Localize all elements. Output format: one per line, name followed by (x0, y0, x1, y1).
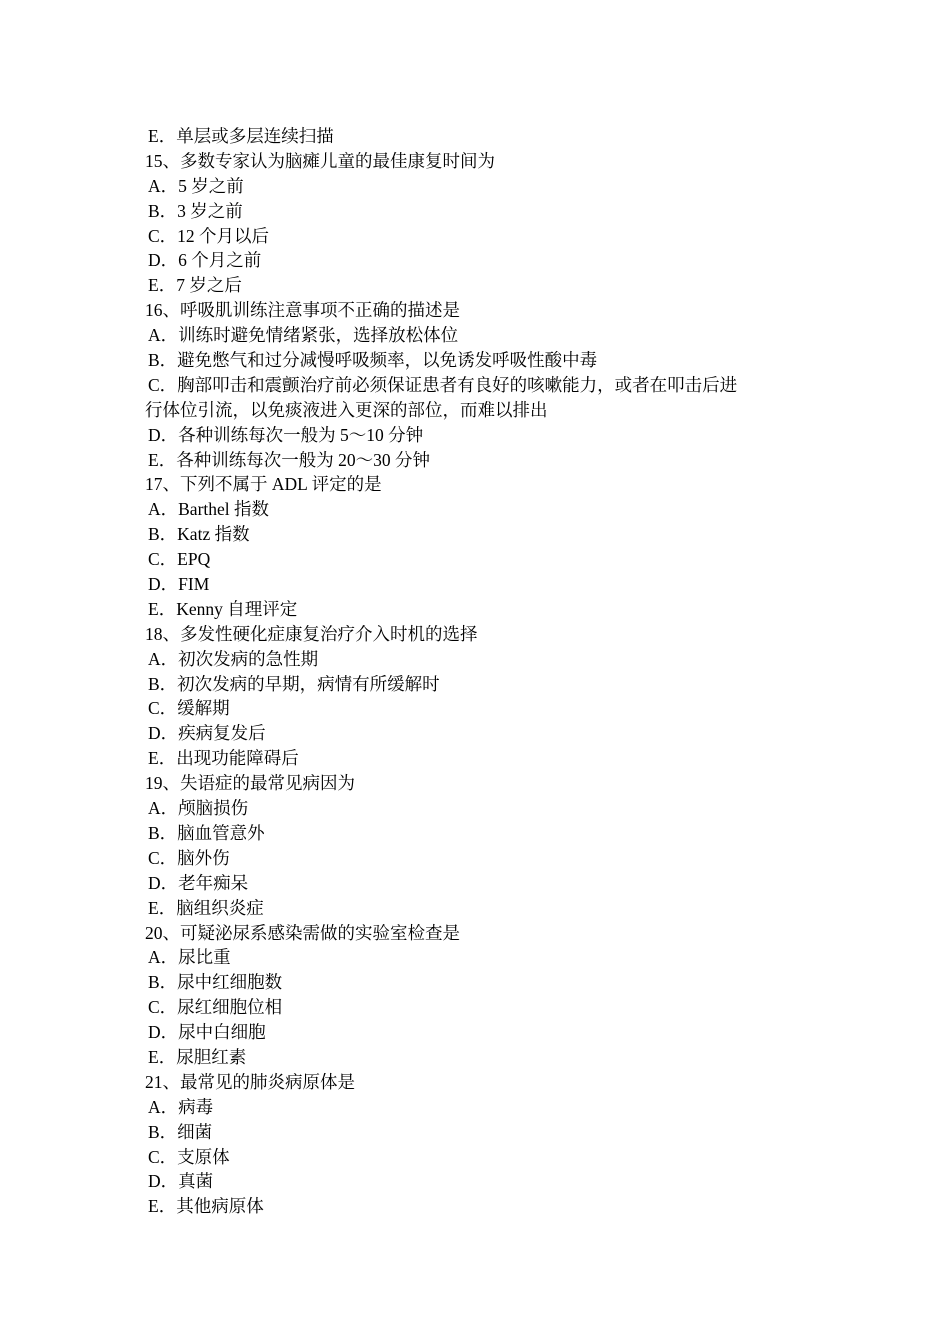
answer-option: D．真菌 (148, 1171, 214, 1192)
answer-option: C．缓解期 (148, 698, 230, 719)
answer-option: B．尿中红细胞数 (148, 972, 283, 993)
answer-option: D．FIM (148, 574, 210, 595)
question-stem: 16、呼吸肌训练注意事项不正确的描述是 (145, 300, 460, 321)
answer-option: A．颅脑损伤 (148, 798, 249, 819)
question-stem: 18、多发性硬化症康复治疗介入时机的选择 (145, 623, 478, 644)
answer-option: B．初次发病的早期，病情有所缓解时 (148, 673, 440, 694)
answer-option: A．病毒 (148, 1096, 214, 1117)
question-stem: 21、最常见的肺炎病原体是 (145, 1071, 355, 1092)
answer-option: E．各种训练每次一般为 20～30 分钟 (148, 449, 430, 470)
answer-option: A．Barthel 指数 (148, 499, 270, 520)
text-continuation: 行体位引流，以免痰液进入更深的部位，而难以排出 (145, 399, 548, 420)
answer-option: D．各种训练每次一般为 5～10 分钟 (148, 424, 424, 445)
question-stem: 19、失语症的最常见病因为 (145, 773, 355, 794)
answer-option: A．训练时避免情绪紧张，选择放松体位 (148, 325, 459, 346)
answer-option: B．3 岁之前 (148, 200, 243, 221)
answer-option: C．EPQ (148, 549, 211, 570)
answer-option: C．脑外伤 (148, 847, 230, 868)
answer-option: E．Kenny 自理评定 (148, 598, 298, 619)
answer-option: B．脑血管意外 (148, 822, 265, 843)
answer-option: D．6 个月之前 (148, 250, 262, 271)
answer-option: C．尿红细胞位相 (148, 997, 283, 1018)
question-stem: 20、可疑泌尿系感染需做的实验室检查是 (145, 922, 460, 943)
answer-option: E．脑组织炎症 (148, 897, 264, 918)
answer-option: A．5 岁之前 (148, 175, 244, 196)
answer-option: E．出现功能障碍后 (148, 748, 299, 769)
answer-option: E．其他病原体 (148, 1196, 264, 1217)
answer-option: C．支原体 (148, 1146, 230, 1167)
answer-option: E．单层或多层连续扫描 (148, 126, 334, 146)
answer-option: A．尿比重 (148, 947, 231, 968)
answer-option: D．尿中白细胞 (148, 1022, 266, 1043)
answer-option: C．胸部叩击和震颤治疗前必须保证患者有良好的咳嗽能力，或者在叩击后进 (148, 374, 738, 395)
question-list (145, 124, 815, 1219)
answer-option: E．尿胆红素 (148, 1046, 247, 1067)
answer-option: B．细菌 (148, 1121, 213, 1142)
question-stem: 17、下列不属于 ADL 评定的是 (145, 474, 382, 495)
answer-option: B．避免憋气和过分减慢呼吸频率，以免诱发呼吸性酸中毒 (148, 350, 598, 371)
answer-option: B．Katz 指数 (148, 524, 250, 545)
question-stem: 15、多数专家认为脑瘫儿童的最佳康复时间为 (145, 150, 495, 171)
answer-option: E．7 岁之后 (148, 275, 242, 296)
answer-option: A．初次发病的急性期 (148, 648, 319, 669)
answer-option: D．疾病复发后 (148, 723, 266, 744)
answer-option: D．老年痴呆 (148, 872, 249, 893)
answer-option: C．12 个月以后 (148, 225, 270, 246)
